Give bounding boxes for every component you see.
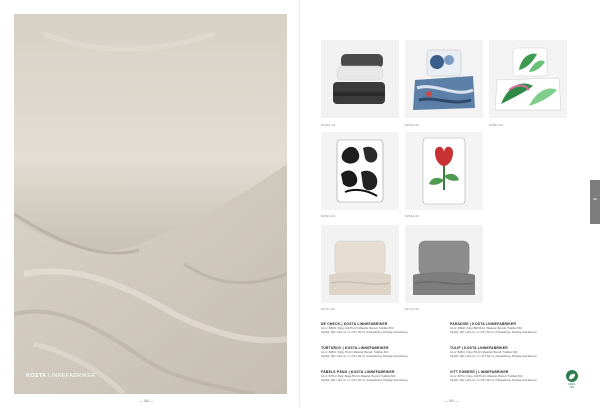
product-info xyxy=(450,346,580,358)
product-detail: Art.nr: 82821 | Färg: 55-10 | Material: Bomull, Tvättbar 60C xyxy=(450,351,518,354)
green-leaf-bedding-icon xyxy=(489,40,567,118)
product-title: TURTUROV | KOSTA LINNEFABRIKER xyxy=(321,346,389,350)
thumbnail-code-7: 82710-00 xyxy=(405,307,420,311)
thumbnail-code-5: 82821-00 xyxy=(405,214,420,218)
grey-pillow-set-icon xyxy=(405,225,483,303)
section-tab[interactable] xyxy=(590,180,600,224)
product-info xyxy=(321,322,451,334)
caption-rest: LINNEFABRIKER xyxy=(46,373,96,379)
eco-label-icon xyxy=(566,370,578,382)
thumbnail-code-4: 82821-00 xyxy=(321,214,336,218)
thumbnail-code-2: 82902-00 xyxy=(405,123,420,127)
product-detail: Storlek: 150 x 210 cm / 1 x 50 x 60 cm | Förpackning: Polybag med kartong xyxy=(450,330,537,334)
thumbnail-code-1: 82903-10 xyxy=(321,123,336,127)
linen-bedding-image xyxy=(14,14,287,394)
product-detail: Art.nr: 82710 | Färg: Grå 55-10 | Material: Bomull, Tvättbar 60C xyxy=(450,375,523,378)
leaf-icon xyxy=(566,371,578,383)
page-number-left: — 58 — xyxy=(139,398,154,403)
product-title: VITT EUBERG | LINNEFABRIKER xyxy=(450,370,509,374)
tulip-print-pillow-icon xyxy=(405,132,483,210)
grey-bedding-stack-icon xyxy=(321,40,399,118)
thumbnail-tulip-print xyxy=(405,132,483,210)
product-info xyxy=(450,370,580,382)
thumbnail-code-3: 82897-00 xyxy=(489,123,504,127)
thumbnail-grey-bedding xyxy=(321,40,399,118)
hero-linen-photo xyxy=(14,14,287,394)
thumbnail-code-6: 82711-00 xyxy=(321,307,336,311)
product-detail: Storlek: 150 x 210 cm / 1 x 50 x 60 cm | Förpackning: Polybag med kartong xyxy=(321,378,408,382)
product-detail: Art.nr: 82821 | Färg: 55-10 | Material: Bomull, Tvättbar 60C xyxy=(321,351,389,354)
thumbnail-beige-pillow-set xyxy=(321,225,399,303)
thumbnail-blue-floral xyxy=(405,40,483,118)
black-white-pattern-pillow-icon xyxy=(321,132,399,210)
product-title: DE CHECK | KOSTA LINNEFABRIKER xyxy=(321,322,388,326)
product-detail: Storlek: 150 x 210 cm / 1 x 50 x 60 cm | Förpackning: Polybag med kartong xyxy=(321,330,408,334)
hero-caption xyxy=(26,373,95,379)
product-title: PARADISE | KOSTA LINNEFABRIKER xyxy=(450,322,517,326)
page-number-right: — 59 — xyxy=(444,398,459,403)
beige-pillow-set-icon xyxy=(321,225,399,303)
thumbnail-grey-pillow-set xyxy=(405,225,483,303)
product-info xyxy=(321,370,451,382)
product-detail: Storlek: 150 x 210 cm / 1 x 50 x 60 cm | Förpackning: Polybag med kartong xyxy=(321,354,408,358)
blue-floral-bedding-icon xyxy=(405,40,483,118)
thumbnail-black-white-pattern xyxy=(321,132,399,210)
product-title: FÄBELS PÄNG | KOSTA LINNEFABRIKER xyxy=(321,370,395,374)
section-tab-label: SE xyxy=(592,197,597,201)
product-detail: Art.nr: 82903 | Färg: Grå 55-10 | Material: Bomull, Tvättbar 60C xyxy=(321,327,394,330)
eco-label-text: OEKO-TEX xyxy=(567,383,577,389)
product-info xyxy=(450,322,580,334)
thumbnail-green-leaf xyxy=(489,40,567,118)
product-info xyxy=(321,346,451,358)
product-detail: Art.nr: 82711 | Färg: Beige 55-10 | Material: Bomull, Tvättbar 60C xyxy=(321,375,396,378)
product-detail: Art.nr: 82902 | Färg: Blå 55-10 | Material: Bomull, Tvättbar 60C xyxy=(450,327,523,330)
product-detail: Storlek: 150 x 210 cm / 1 x 50 x 60 cm | Förpackning: Polybag med kartong xyxy=(450,378,537,382)
product-detail: Storlek: 150 x 210 cm / 1 x 50 x 60 cm | Förpackning: Polybag med kartong xyxy=(450,354,537,358)
caption-brand: KOSTA xyxy=(26,373,47,379)
product-title: TULIP | KOSTA LINNEFABRIKER xyxy=(450,346,508,350)
